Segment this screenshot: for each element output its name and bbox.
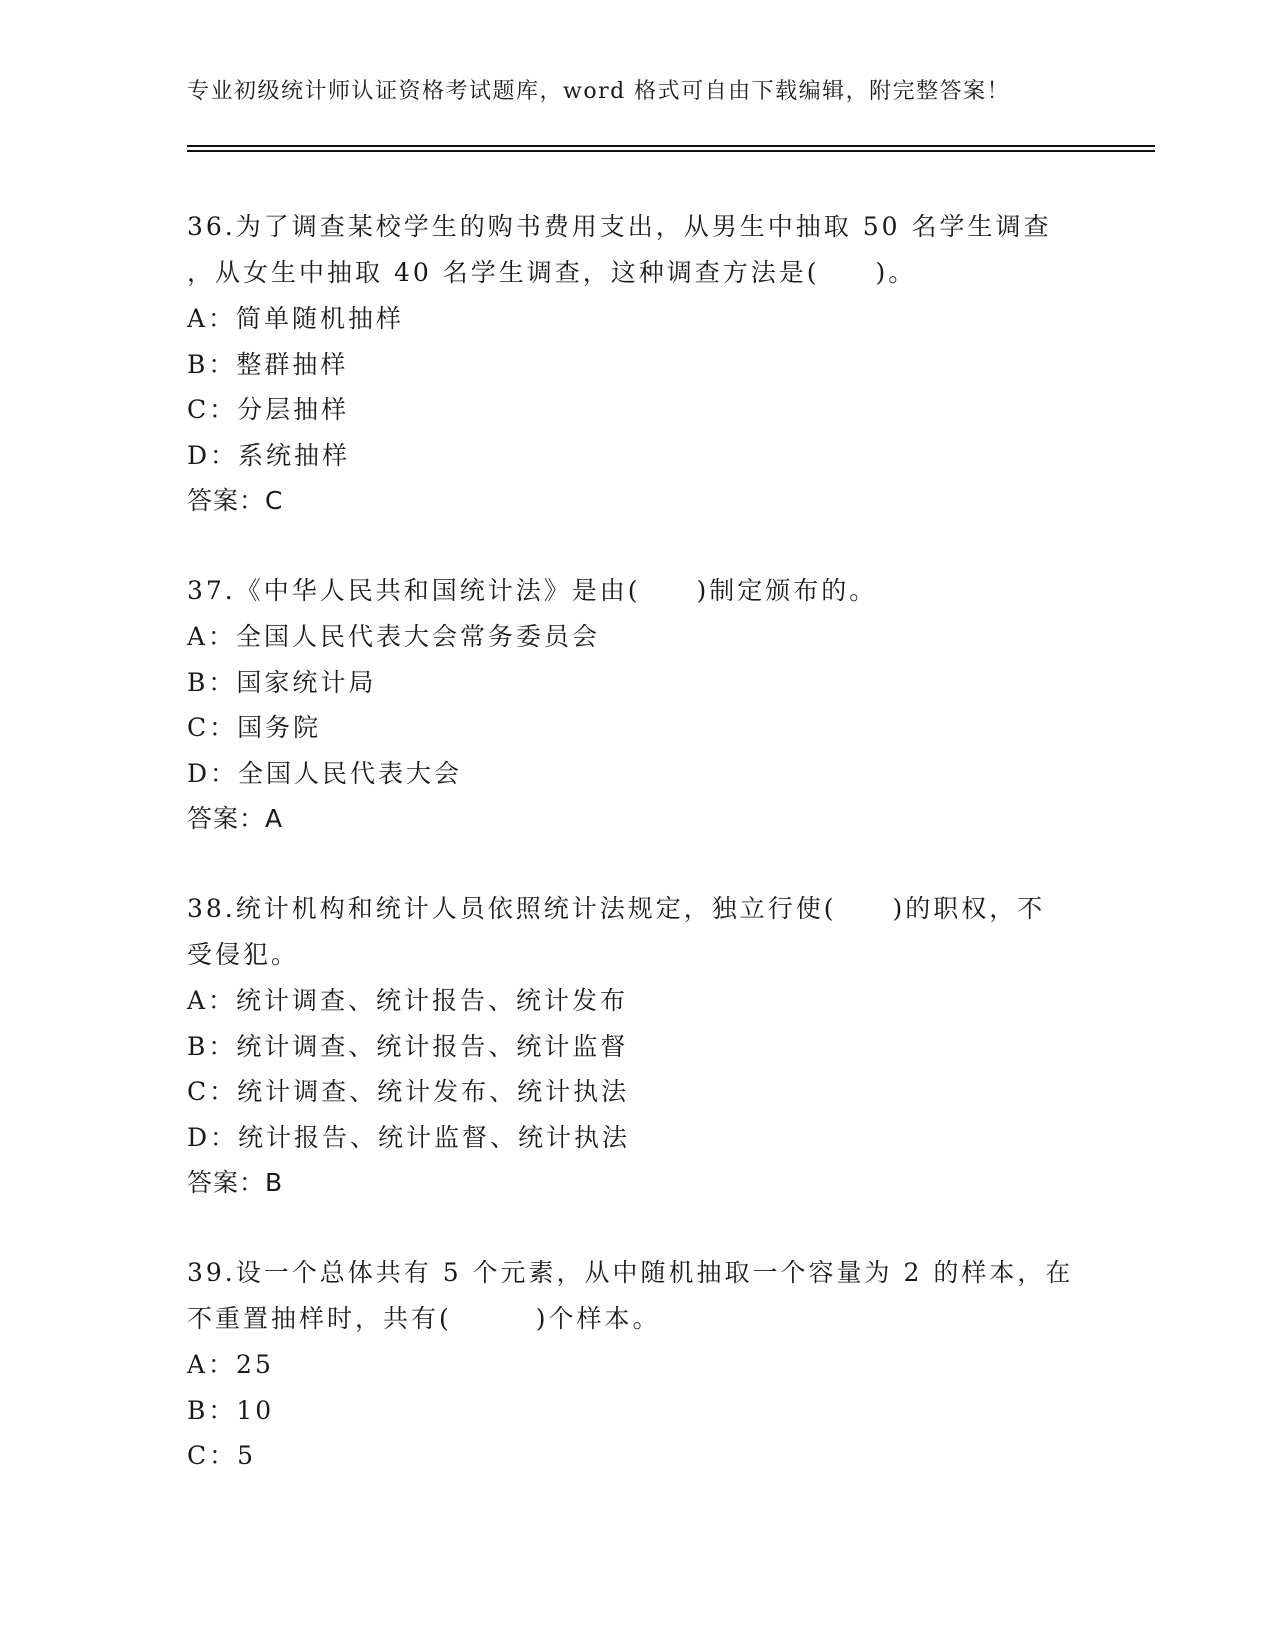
option-a: A：统计调查、统计报告、统计发布 (187, 986, 629, 1015)
option-b: B：国家统计局 (187, 667, 377, 697)
option-c: C：统计调查、统计发布、统计执法 (187, 1077, 630, 1106)
question-39 (187, 1250, 1087, 1479)
option-c: C：5 (187, 1441, 257, 1470)
option-c: C：分层抽样 (187, 395, 350, 424)
question-text: 受侵犯。 (187, 940, 300, 969)
question-text: 37.《中华人民共和国统计法》是由( )制定颁布的。 (187, 576, 878, 605)
question-list (187, 204, 1087, 1523)
question-38 (187, 886, 1087, 1206)
answer: 答案：B (187, 1168, 284, 1197)
option-d: D：系统抽样 (187, 440, 351, 470)
option-c: C：国务院 (187, 713, 322, 742)
option-d: D：统计报告、统计监督、统计执法 (187, 1122, 631, 1152)
question-text: 39.设一个总体共有 5 个元素，从中随机抽取一个容量为 2 的样本，在 (187, 1258, 1074, 1287)
option-a: A：全国人民代表大会常务委员会 (187, 622, 601, 651)
option-a: A：简单随机抽样 (187, 304, 405, 333)
question-37 (187, 568, 1087, 842)
option-b: B：10 (187, 1395, 275, 1425)
option-a: A：25 (187, 1350, 274, 1379)
answer: 答案：C (187, 486, 284, 515)
page-header: 专业初级统计师认证资格考试题库，word 格式可自由下载编辑，附完整答案！ (187, 79, 1011, 104)
option-b: B：整群抽样 (187, 349, 349, 379)
question-text: 不重置抽样时，共有( )个样本。 (187, 1304, 661, 1333)
option-d: D：全国人民代表大会 (187, 758, 463, 788)
question-text: 36.为了调查某校学生的购书费用支出，从男生中抽取 50 名学生调查 (187, 212, 1052, 241)
header-divider (187, 145, 1155, 152)
question-36 (187, 204, 1087, 524)
question-text: ，从女生中抽取 40 名学生调查，这种调查方法是( )。 (187, 258, 917, 287)
answer: 答案：A (187, 804, 284, 833)
option-b: B：统计调查、统计报告、统计监督 (187, 1031, 629, 1061)
question-text: 38.统计机构和统计人员依照统计法规定，独立行使( )的职权，不 (187, 894, 1046, 923)
